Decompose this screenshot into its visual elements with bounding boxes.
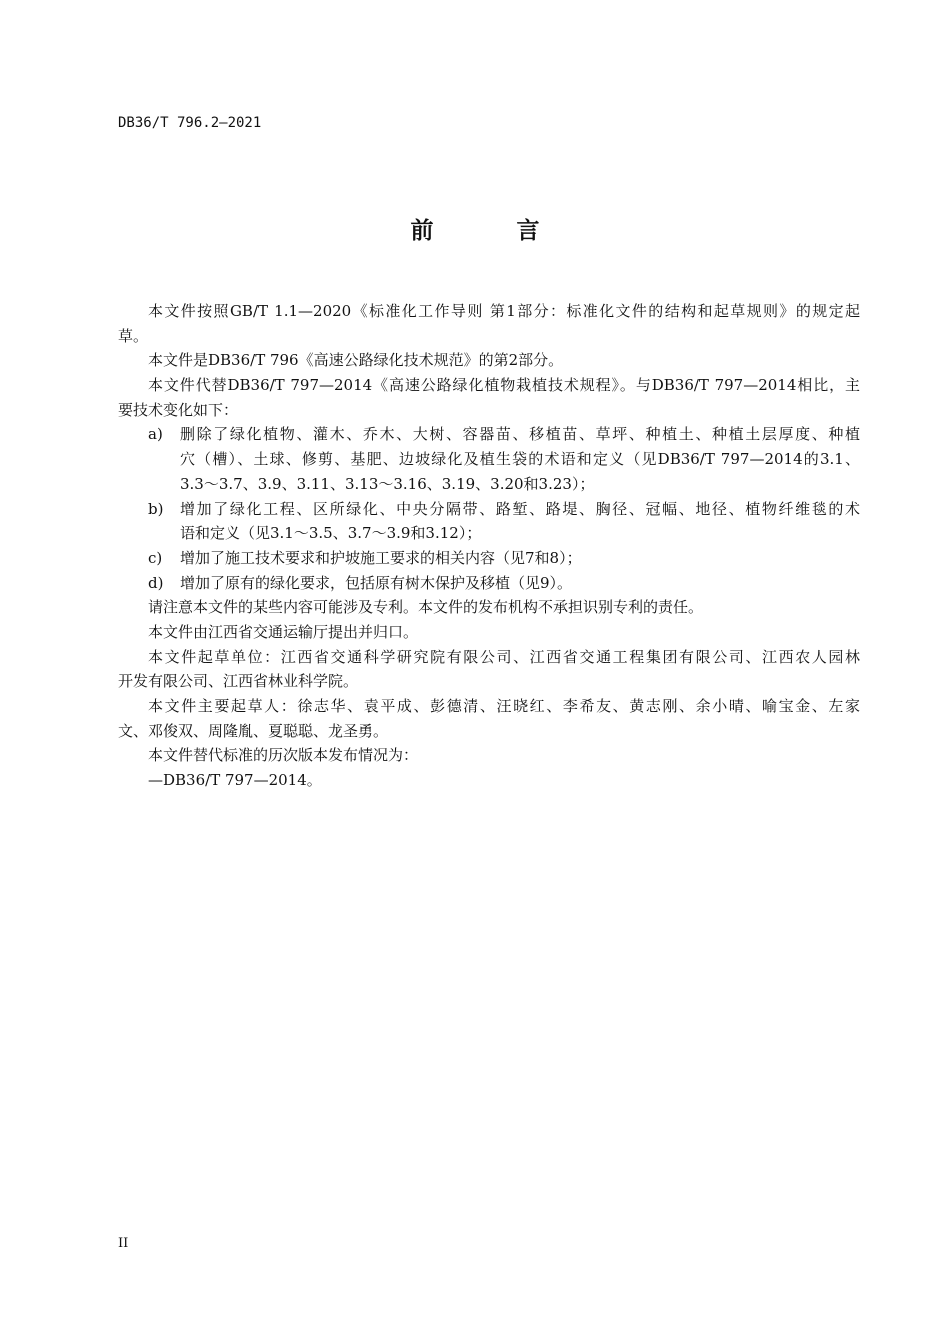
paragraph-line: 开发有限公司、江西省林业科学院。 [118,672,359,691]
list-item-line: 3.3～3.7、3.9、3.11、3.13～3.16、3.19、3.20和3.23）； [180,474,595,493]
list-marker: a) [148,425,163,444]
list-item-line: 语和定义（见3.1～3.5、3.7～3.9和3.12）； [180,524,482,543]
paragraph-line: 本文件由江西省交通运输厅提出并归口。 [148,622,419,641]
list-marker: c) [148,548,163,567]
paragraph-line: 本文件按照GB/T 1.1—2020《标准化工作导则 第1部分：标准化文件的结构和起草规则》的规定起 [148,302,860,320]
paragraph [118,694,860,743]
list-item [118,571,860,596]
paragraph-line: —DB36/T 797—2014。 [148,771,322,790]
page-title: 前 言 [410,217,570,244]
list-marker: d) [148,573,164,592]
paragraph-line: 请注意本文件的某些内容可能涉及专利。本文件的发布机构不承担识别专利的责任。 [148,598,704,617]
list-item-line: 增加了原有的绿化要求，包括原有树木保护及移植（见9）。 [180,573,573,592]
paragraph-line: 要技术变化如下： [118,400,239,419]
paragraph-line: 草。 [118,326,149,345]
paragraph-line: 本文件主要起草人：徐志华、袁平成、彭德清、汪晓红、李希友、黄志刚、余小晴、喻宝金、左家 [148,697,860,715]
page-number: II [118,1236,129,1251]
list-marker: b) [148,499,164,518]
list-item-line: 穴（槽）、土球、修剪、基肥、边坡绿化及植生袋的术语和定义（见DB36/T 797—2014的3.1、 [180,450,860,469]
list-item [118,546,860,571]
paragraph-line: 本文件代替DB36/T 797—2014《高速公路绿化植物栽植技术规程》。与DB36/T 797—2014相比，主 [148,376,860,395]
paragraph-line: 本文件起草单位：江西省交通科学研究院有限公司、江西省交通工程集团有限公司、江西农人园林 [148,647,860,666]
paragraph [118,595,860,620]
paragraph [118,299,860,348]
list-item [118,422,860,496]
paragraph [118,743,860,768]
document-number: DB36/T 796.2—2021 [118,115,262,131]
paragraph [118,348,860,373]
paragraph [118,645,860,694]
paragraph [118,373,860,422]
list-item-line: 删除了绿化植物、灌木、乔木、大树、容器苗、移植苗、草坪、种植土、种植土层厚度、种植 [180,425,860,444]
paragraph [118,620,860,645]
list-item-line: 增加了绿化工程、区所绿化、中央分隔带、路堑、路堤、胸径、冠幅、地径、植物纤维毯的术 [180,499,860,518]
paragraph-line: 本文件是DB36/T 796《高速公路绿化技术规范》的第2部分。 [148,351,564,370]
foreword-body [118,299,860,793]
paragraph [118,768,860,793]
list-item-line: 增加了施工技术要求和护坡施工要求的相关内容（见7和8）； [180,548,582,567]
paragraph-line: 文、邓俊双、周隆胤、夏聪聪、龙圣勇。 [118,721,389,740]
paragraph-line: 本文件替代标准的历次版本发布情况为： [148,746,419,765]
list-item [118,497,860,546]
